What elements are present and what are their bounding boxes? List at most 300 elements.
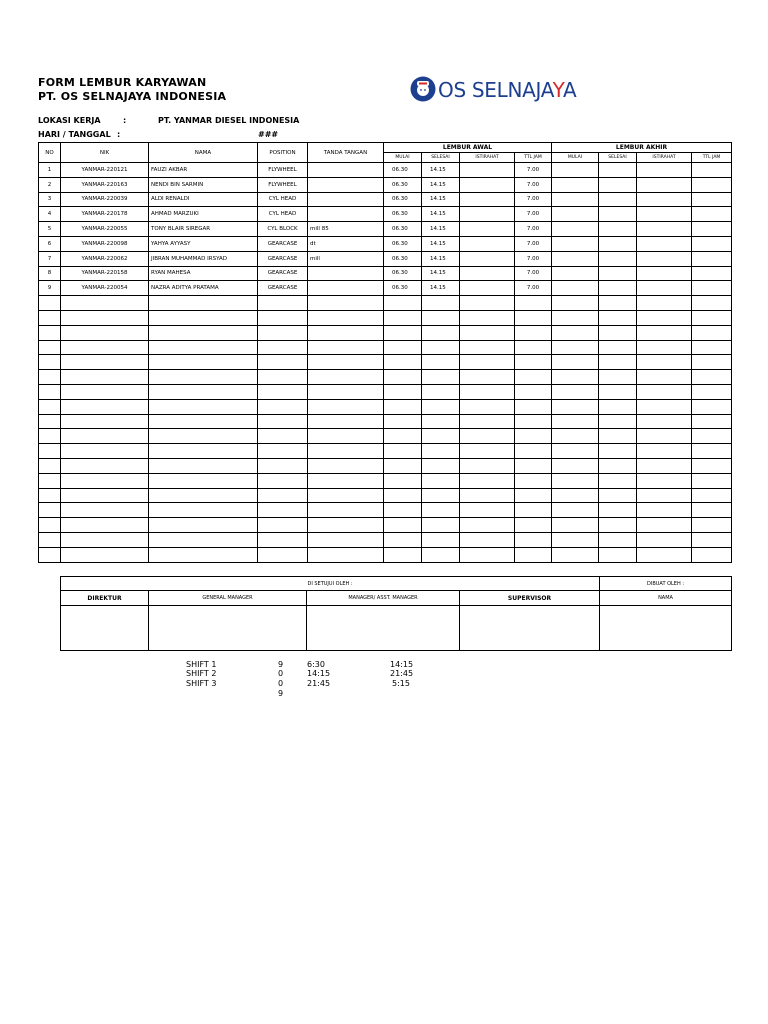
- cell-nik[interactable]: [61, 340, 149, 355]
- cell-awal-istirahat[interactable]: [460, 518, 515, 533]
- cell-nik[interactable]: [61, 473, 149, 488]
- cell-akhir-mulai[interactable]: [552, 355, 599, 370]
- cell-no: 3: [39, 192, 61, 207]
- cell-nik[interactable]: [61, 414, 149, 429]
- cell-nik[interactable]: [61, 370, 149, 385]
- cell-awal-mulai[interactable]: [384, 414, 422, 429]
- cell-awal-ttl-jam[interactable]: [515, 429, 552, 444]
- cell-nik[interactable]: [61, 444, 149, 459]
- cell-no[interactable]: [39, 429, 61, 444]
- cell-awal-mulai[interactable]: [384, 325, 422, 340]
- cell-awal-ttl-jam: 7.00: [515, 281, 552, 296]
- cell-awal-selesai[interactable]: [422, 488, 460, 503]
- cell-nama[interactable]: [149, 429, 258, 444]
- cell-akhir-selesai[interactable]: [599, 310, 637, 325]
- cell-akhir-ttl-jam[interactable]: [692, 266, 732, 281]
- cell-awal-ttl-jam[interactable]: [515, 310, 552, 325]
- cell-nama[interactable]: [149, 355, 258, 370]
- cell-akhir-ttl-jam[interactable]: [692, 370, 732, 385]
- cell-akhir-istirahat[interactable]: [637, 236, 692, 251]
- cell-akhir-istirahat[interactable]: [637, 163, 692, 178]
- cell-akhir-selesai[interactable]: [599, 207, 637, 222]
- cell-nik[interactable]: [61, 355, 149, 370]
- cell-no[interactable]: [39, 444, 61, 459]
- cell-nik: YANMAR-220121: [61, 163, 149, 178]
- cell-akhir-ttl-jam[interactable]: [692, 207, 732, 222]
- cell-awal-selesai[interactable]: [422, 414, 460, 429]
- cell-nama[interactable]: [149, 488, 258, 503]
- cell-awal-mulai[interactable]: [384, 310, 422, 325]
- cell-akhir-selesai[interactable]: [599, 370, 637, 385]
- cell-nama[interactable]: [149, 532, 258, 547]
- cell-akhir-istirahat[interactable]: [637, 473, 692, 488]
- cell-akhir-mulai[interactable]: [552, 266, 599, 281]
- cell-akhir-istirahat[interactable]: [637, 177, 692, 192]
- cell-akhir-ttl-jam[interactable]: [692, 325, 732, 340]
- cell-akhir-mulai[interactable]: [552, 429, 599, 444]
- supervisor-signature[interactable]: [460, 606, 600, 651]
- cell-akhir-ttl-jam[interactable]: [692, 429, 732, 444]
- general-manager-signature[interactable]: [149, 606, 307, 651]
- shift-2-start: 14:15: [307, 669, 331, 678]
- cell-no[interactable]: [39, 488, 61, 503]
- cell-akhir-ttl-jam[interactable]: [692, 310, 732, 325]
- cell-no[interactable]: [39, 325, 61, 340]
- cell-akhir-istirahat[interactable]: [637, 503, 692, 518]
- cell-akhir-istirahat[interactable]: [637, 532, 692, 547]
- cell-akhir-istirahat[interactable]: [637, 399, 692, 414]
- cell-akhir-ttl-jam[interactable]: [692, 296, 732, 311]
- cell-akhir-ttl-jam[interactable]: [692, 532, 732, 547]
- cell-nama[interactable]: [149, 473, 258, 488]
- cell-akhir-istirahat[interactable]: [637, 296, 692, 311]
- cell-awal-ttl-jam[interactable]: [515, 384, 552, 399]
- cell-awal-istirahat[interactable]: [460, 547, 515, 562]
- cell-akhir-selesai[interactable]: [599, 429, 637, 444]
- cell-akhir-selesai[interactable]: [599, 281, 637, 296]
- cell-awal-istirahat[interactable]: [460, 325, 515, 340]
- cell-akhir-mulai[interactable]: [552, 458, 599, 473]
- cell-akhir-ttl-jam[interactable]: [692, 281, 732, 296]
- cell-tanda-tangan[interactable]: [308, 458, 384, 473]
- cell-awal-istirahat[interactable]: [460, 355, 515, 370]
- cell-akhir-ttl-jam[interactable]: [692, 473, 732, 488]
- cell-tanda-tangan[interactable]: [308, 532, 384, 547]
- cell-akhir-selesai[interactable]: [599, 296, 637, 311]
- cell-position[interactable]: [258, 325, 308, 340]
- cell-nik[interactable]: [61, 547, 149, 562]
- cell-position[interactable]: [258, 399, 308, 414]
- cell-akhir-istirahat[interactable]: [637, 429, 692, 444]
- cell-awal-selesai[interactable]: [422, 473, 460, 488]
- cell-awal-istirahat[interactable]: [460, 296, 515, 311]
- cell-akhir-istirahat[interactable]: [637, 488, 692, 503]
- cell-akhir-ttl-jam[interactable]: [692, 547, 732, 562]
- cell-akhir-mulai[interactable]: [552, 177, 599, 192]
- cell-position[interactable]: [258, 429, 308, 444]
- cell-nik[interactable]: [61, 458, 149, 473]
- cell-akhir-mulai[interactable]: [552, 340, 599, 355]
- cell-nik[interactable]: [61, 384, 149, 399]
- cell-awal-istirahat[interactable]: [460, 444, 515, 459]
- cell-nama[interactable]: [149, 399, 258, 414]
- cell-position: FLYWHEEL: [258, 177, 308, 192]
- cell-tanda-tangan: [308, 207, 384, 222]
- cell-awal-selesai[interactable]: [422, 370, 460, 385]
- cell-position[interactable]: [258, 473, 308, 488]
- cell-nama[interactable]: [149, 325, 258, 340]
- cell-awal-selesai[interactable]: [422, 384, 460, 399]
- cell-akhir-mulai[interactable]: [552, 370, 599, 385]
- cell-awal-selesai[interactable]: [422, 325, 460, 340]
- cell-akhir-mulai[interactable]: [552, 251, 599, 266]
- cell-akhir-mulai[interactable]: [552, 236, 599, 251]
- cell-tanda-tangan[interactable]: [308, 503, 384, 518]
- cell-akhir-ttl-jam[interactable]: [692, 163, 732, 178]
- cell-nama[interactable]: [149, 414, 258, 429]
- table-row-empty: [39, 399, 732, 414]
- cell-nama[interactable]: [149, 296, 258, 311]
- cell-akhir-selesai[interactable]: [599, 503, 637, 518]
- cell-akhir-selesai[interactable]: [599, 458, 637, 473]
- direktur-signature[interactable]: [61, 606, 149, 651]
- cell-no[interactable]: [39, 340, 61, 355]
- cell-awal-ttl-jam[interactable]: [515, 414, 552, 429]
- cell-awal-istirahat[interactable]: [460, 310, 515, 325]
- cell-position[interactable]: [258, 340, 308, 355]
- cell-awal-mulai[interactable]: [384, 340, 422, 355]
- general-manager-label: GENERAL MANAGER: [149, 591, 307, 606]
- cell-tanda-tangan[interactable]: [308, 370, 384, 385]
- cell-no[interactable]: [39, 296, 61, 311]
- cell-tanda-tangan[interactable]: [308, 355, 384, 370]
- cell-tanda-tangan[interactable]: [308, 384, 384, 399]
- cell-akhir-istirahat[interactable]: [637, 222, 692, 237]
- cell-tanda-tangan[interactable]: [308, 414, 384, 429]
- cell-akhir-ttl-jam[interactable]: [692, 414, 732, 429]
- cell-akhir-selesai[interactable]: [599, 384, 637, 399]
- cell-nama[interactable]: [149, 503, 258, 518]
- cell-akhir-istirahat[interactable]: [637, 310, 692, 325]
- cell-akhir-istirahat[interactable]: [637, 547, 692, 562]
- cell-akhir-mulai[interactable]: [552, 399, 599, 414]
- cell-akhir-selesai[interactable]: [599, 518, 637, 533]
- cell-awal-mulai[interactable]: [384, 518, 422, 533]
- cell-nik[interactable]: [61, 325, 149, 340]
- cell-position[interactable]: [258, 370, 308, 385]
- cell-akhir-ttl-jam[interactable]: [692, 399, 732, 414]
- cell-no[interactable]: [39, 370, 61, 385]
- cell-akhir-mulai[interactable]: [552, 444, 599, 459]
- cell-akhir-selesai[interactable]: [599, 340, 637, 355]
- cell-no[interactable]: [39, 547, 61, 562]
- cell-akhir-istirahat[interactable]: [637, 384, 692, 399]
- cell-awal-mulai: 06.30: [384, 236, 422, 251]
- cell-akhir-mulai[interactable]: [552, 547, 599, 562]
- cell-nama[interactable]: [149, 340, 258, 355]
- cell-no[interactable]: [39, 503, 61, 518]
- cell-position[interactable]: [258, 518, 308, 533]
- cell-akhir-istirahat[interactable]: [637, 207, 692, 222]
- cell-no[interactable]: [39, 458, 61, 473]
- cell-tanda-tangan[interactable]: [308, 399, 384, 414]
- cell-akhir-istirahat[interactable]: [637, 458, 692, 473]
- cell-akhir-selesai[interactable]: [599, 414, 637, 429]
- shift-1-name: SHIFT 1: [186, 660, 217, 669]
- cell-no[interactable]: [39, 414, 61, 429]
- cell-awal-istirahat[interactable]: [460, 503, 515, 518]
- cell-tanda-tangan[interactable]: [308, 444, 384, 459]
- company-logo: [410, 76, 590, 104]
- cell-awal-ttl-jam[interactable]: [515, 444, 552, 459]
- cell-awal-ttl-jam[interactable]: [515, 370, 552, 385]
- cell-nama[interactable]: [149, 458, 258, 473]
- cell-tanda-tangan[interactable]: [308, 488, 384, 503]
- cell-tanda-tangan[interactable]: [308, 340, 384, 355]
- cell-tanda-tangan[interactable]: [308, 310, 384, 325]
- cell-akhir-mulai[interactable]: [552, 473, 599, 488]
- cell-position: GEARCASE: [258, 281, 308, 296]
- cell-akhir-selesai[interactable]: [599, 547, 637, 562]
- cell-awal-istirahat[interactable]: [460, 384, 515, 399]
- cell-awal-selesai[interactable]: [422, 458, 460, 473]
- cell-awal-ttl-jam[interactable]: [515, 503, 552, 518]
- cell-awal-mulai[interactable]: [384, 444, 422, 459]
- cell-nama[interactable]: [149, 547, 258, 562]
- cell-nik[interactable]: [61, 532, 149, 547]
- cell-awal-mulai[interactable]: [384, 399, 422, 414]
- cell-awal-mulai[interactable]: [384, 370, 422, 385]
- cell-akhir-istirahat[interactable]: [637, 340, 692, 355]
- cell-awal-selesai[interactable]: [422, 503, 460, 518]
- cell-awal-selesai[interactable]: [422, 444, 460, 459]
- cell-awal-selesai[interactable]: [422, 296, 460, 311]
- cell-position[interactable]: [258, 444, 308, 459]
- cell-position[interactable]: [258, 503, 308, 518]
- cell-akhir-ttl-jam[interactable]: [692, 236, 732, 251]
- cell-awal-istirahat[interactable]: [460, 488, 515, 503]
- table-row: [39, 207, 732, 222]
- cell-awal-istirahat[interactable]: [460, 473, 515, 488]
- cell-nik[interactable]: [61, 310, 149, 325]
- cell-no[interactable]: [39, 518, 61, 533]
- cell-awal-ttl-jam[interactable]: [515, 296, 552, 311]
- cell-awal-ttl-jam[interactable]: [515, 399, 552, 414]
- cell-no: 8: [39, 266, 61, 281]
- cell-akhir-selesai[interactable]: [599, 532, 637, 547]
- cell-awal-mulai[interactable]: [384, 296, 422, 311]
- cell-no[interactable]: [39, 399, 61, 414]
- cell-akhir-mulai[interactable]: [552, 207, 599, 222]
- cell-akhir-mulai[interactable]: [552, 192, 599, 207]
- cell-awal-mulai[interactable]: [384, 355, 422, 370]
- cell-akhir-mulai[interactable]: [552, 414, 599, 429]
- cell-position[interactable]: [258, 310, 308, 325]
- cell-awal-ttl-jam[interactable]: [515, 355, 552, 370]
- cell-akhir-mulai[interactable]: [552, 532, 599, 547]
- cell-awal-istirahat[interactable]: [460, 414, 515, 429]
- cell-akhir-selesai[interactable]: [599, 399, 637, 414]
- cell-awal-mulai[interactable]: [384, 429, 422, 444]
- cell-tanda-tangan[interactable]: [308, 473, 384, 488]
- cell-awal-selesai[interactable]: [422, 518, 460, 533]
- cell-nik[interactable]: [61, 503, 149, 518]
- cell-awal-ttl-jam: 7.00: [515, 222, 552, 237]
- cell-akhir-istirahat[interactable]: [637, 325, 692, 340]
- cell-akhir-selesai[interactable]: [599, 444, 637, 459]
- cell-no: 7: [39, 251, 61, 266]
- cell-awal-ttl-jam[interactable]: [515, 340, 552, 355]
- cell-akhir-istirahat[interactable]: [637, 192, 692, 207]
- cell-akhir-ttl-jam[interactable]: [692, 444, 732, 459]
- cell-akhir-selesai[interactable]: [599, 473, 637, 488]
- cell-akhir-ttl-jam[interactable]: [692, 503, 732, 518]
- cell-akhir-mulai[interactable]: [552, 503, 599, 518]
- cell-akhir-mulai[interactable]: [552, 163, 599, 178]
- cell-akhir-selesai[interactable]: [599, 163, 637, 178]
- cell-position[interactable]: [258, 458, 308, 473]
- cell-awal-ttl-jam[interactable]: [515, 518, 552, 533]
- manager-signature[interactable]: [307, 606, 460, 651]
- cell-akhir-mulai[interactable]: [552, 488, 599, 503]
- cell-nama[interactable]: [149, 370, 258, 385]
- cell-nama[interactable]: [149, 384, 258, 399]
- cell-akhir-istirahat[interactable]: [637, 281, 692, 296]
- cell-nama[interactable]: [149, 310, 258, 325]
- cell-no[interactable]: [39, 473, 61, 488]
- cell-awal-ttl-jam: 7.00: [515, 207, 552, 222]
- cell-awal-mulai[interactable]: [384, 458, 422, 473]
- cell-position[interactable]: [258, 296, 308, 311]
- cell-akhir-ttl-jam[interactable]: [692, 384, 732, 399]
- table-row-empty: [39, 518, 732, 533]
- cell-akhir-istirahat[interactable]: [637, 444, 692, 459]
- cell-awal-istirahat[interactable]: [460, 458, 515, 473]
- cell-akhir-mulai[interactable]: [552, 310, 599, 325]
- cell-awal-selesai[interactable]: [422, 429, 460, 444]
- cell-awal-istirahat[interactable]: [460, 429, 515, 444]
- cell-akhir-mulai[interactable]: [552, 222, 599, 237]
- cell-awal-mulai[interactable]: [384, 384, 422, 399]
- cell-awal-mulai[interactable]: [384, 547, 422, 562]
- cell-akhir-istirahat[interactable]: [637, 355, 692, 370]
- cell-no[interactable]: [39, 355, 61, 370]
- cell-akhir-selesai[interactable]: [599, 222, 637, 237]
- cell-akhir-ttl-jam[interactable]: [692, 518, 732, 533]
- cell-akhir-ttl-jam[interactable]: [692, 251, 732, 266]
- cell-position[interactable]: [258, 355, 308, 370]
- nama-signature[interactable]: [600, 606, 732, 651]
- cell-awal-selesai[interactable]: [422, 355, 460, 370]
- cell-akhir-selesai[interactable]: [599, 177, 637, 192]
- cell-akhir-selesai[interactable]: [599, 488, 637, 503]
- cell-nik[interactable]: [61, 429, 149, 444]
- cell-awal-istirahat[interactable]: [460, 532, 515, 547]
- cell-akhir-mulai[interactable]: [552, 296, 599, 311]
- cell-position[interactable]: [258, 532, 308, 547]
- cell-akhir-selesai[interactable]: [599, 355, 637, 370]
- cell-akhir-istirahat[interactable]: [637, 251, 692, 266]
- cell-awal-ttl-jam: 7.00: [515, 251, 552, 266]
- cell-akhir-ttl-jam[interactable]: [692, 488, 732, 503]
- cell-awal-selesai[interactable]: [422, 399, 460, 414]
- cell-tanda-tangan[interactable]: [308, 296, 384, 311]
- lokasi-label: LOKASI KERJA: [38, 116, 101, 125]
- cell-nama[interactable]: [149, 518, 258, 533]
- cell-awal-istirahat[interactable]: [460, 370, 515, 385]
- cell-awal-ttl-jam[interactable]: [515, 532, 552, 547]
- cell-no[interactable]: [39, 532, 61, 547]
- cell-akhir-istirahat[interactable]: [637, 266, 692, 281]
- cell-akhir-mulai[interactable]: [552, 518, 599, 533]
- cell-nik[interactable]: [61, 518, 149, 533]
- cell-tanda-tangan[interactable]: [308, 325, 384, 340]
- cell-awal-selesai[interactable]: [422, 532, 460, 547]
- cell-akhir-ttl-jam[interactable]: [692, 192, 732, 207]
- cell-no[interactable]: [39, 384, 61, 399]
- cell-akhir-mulai[interactable]: [552, 281, 599, 296]
- cell-akhir-ttl-jam[interactable]: [692, 222, 732, 237]
- cell-tanda-tangan[interactable]: [308, 547, 384, 562]
- cell-akhir-selesai[interactable]: [599, 251, 637, 266]
- header-no: NO: [39, 143, 61, 163]
- cell-akhir-mulai[interactable]: [552, 384, 599, 399]
- cell-akhir-ttl-jam[interactable]: [692, 340, 732, 355]
- cell-nik[interactable]: [61, 399, 149, 414]
- cell-position[interactable]: [258, 384, 308, 399]
- cell-akhir-ttl-jam[interactable]: [692, 177, 732, 192]
- cell-akhir-istirahat[interactable]: [637, 370, 692, 385]
- cell-awal-selesai[interactable]: [422, 340, 460, 355]
- cell-nik[interactable]: [61, 488, 149, 503]
- cell-tanda-tangan[interactable]: [308, 429, 384, 444]
- cell-nama[interactable]: [149, 444, 258, 459]
- cell-akhir-istirahat[interactable]: [637, 414, 692, 429]
- cell-tanda-tangan: dt: [308, 236, 384, 251]
- cell-awal-istirahat[interactable]: [460, 340, 515, 355]
- cell-tanda-tangan: [308, 192, 384, 207]
- cell-akhir-selesai[interactable]: [599, 236, 637, 251]
- cell-position[interactable]: [258, 547, 308, 562]
- cell-position[interactable]: [258, 414, 308, 429]
- cell-akhir-selesai[interactable]: [599, 266, 637, 281]
- cell-akhir-selesai[interactable]: [599, 192, 637, 207]
- cell-akhir-istirahat[interactable]: [637, 518, 692, 533]
- cell-position[interactable]: [258, 488, 308, 503]
- cell-no[interactable]: [39, 310, 61, 325]
- cell-awal-ttl-jam[interactable]: [515, 458, 552, 473]
- header-lembur-awal: LEMBUR AWAL: [384, 143, 552, 153]
- cell-akhir-selesai[interactable]: [599, 325, 637, 340]
- cell-awal-selesai[interactable]: [422, 547, 460, 562]
- cell-awal-ttl-jam[interactable]: [515, 547, 552, 562]
- cell-awal-ttl-jam[interactable]: [515, 473, 552, 488]
- cell-nik[interactable]: [61, 296, 149, 311]
- cell-akhir-mulai[interactable]: [552, 325, 599, 340]
- cell-akhir-ttl-jam[interactable]: [692, 355, 732, 370]
- cell-awal-ttl-jam[interactable]: [515, 488, 552, 503]
- cell-akhir-ttl-jam[interactable]: [692, 458, 732, 473]
- cell-awal-ttl-jam[interactable]: [515, 325, 552, 340]
- cell-awal-mulai[interactable]: [384, 473, 422, 488]
- cell-awal-mulai[interactable]: [384, 503, 422, 518]
- cell-awal-istirahat[interactable]: [460, 399, 515, 414]
- cell-awal-selesai[interactable]: [422, 310, 460, 325]
- cell-awal-mulai[interactable]: [384, 532, 422, 547]
- cell-tanda-tangan[interactable]: [308, 518, 384, 533]
- cell-awal-mulai: 06.30: [384, 266, 422, 281]
- cell-awal-mulai[interactable]: [384, 488, 422, 503]
